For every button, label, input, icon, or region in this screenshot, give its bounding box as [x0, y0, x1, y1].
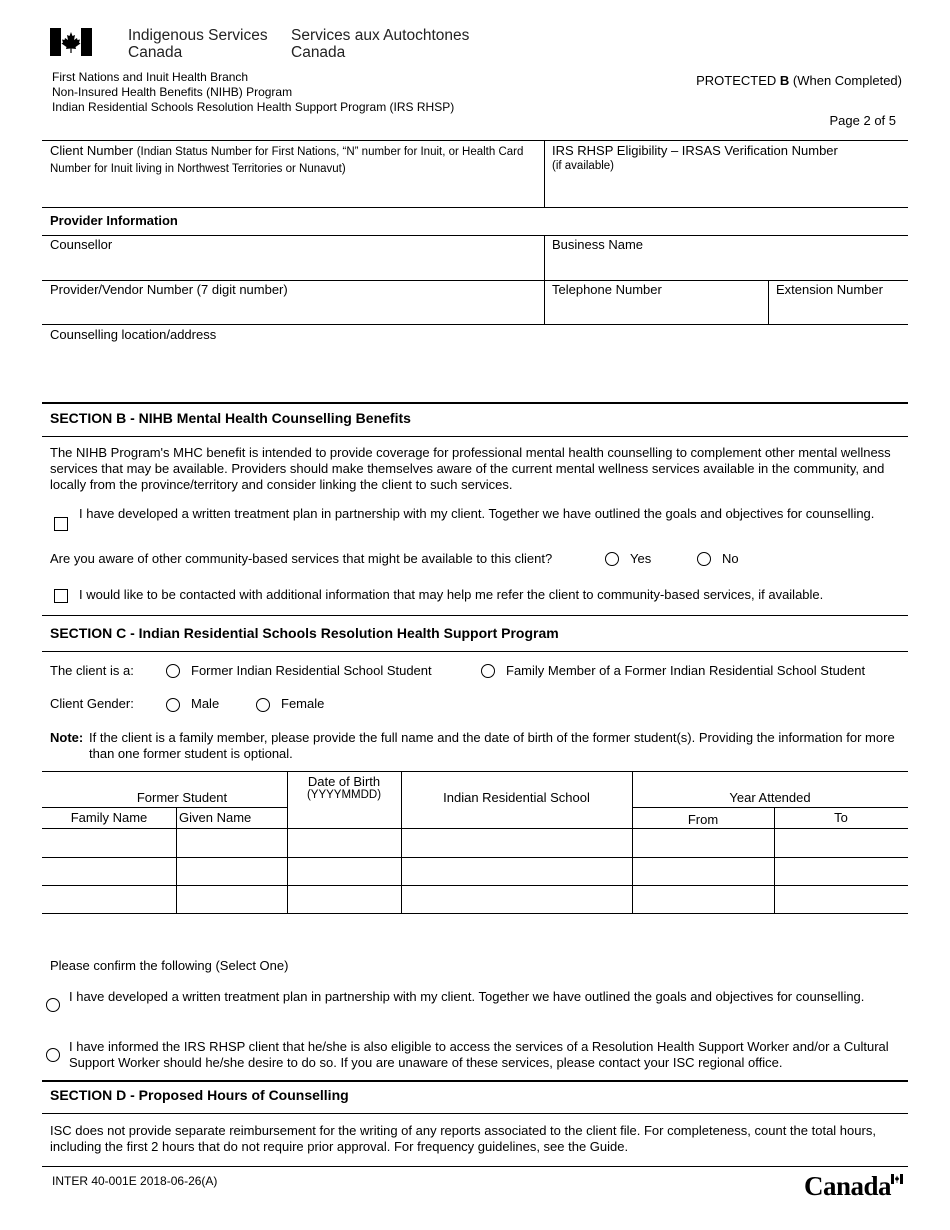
gender-label: Client Gender:: [50, 696, 134, 711]
given-name-header: Given Name: [179, 810, 252, 825]
aware-question: Are you aware of other community-based services that might be available to this client?: [50, 551, 553, 566]
aware-yes-label: Yes: [630, 551, 652, 566]
canada-wordmark-text: Canada: [804, 1171, 892, 1201]
section-d-title: SECTION D - Proposed Hours of Counselling: [50, 1087, 349, 1103]
department-name-french: Services aux Autochtones Canada: [291, 27, 470, 61]
former-student-radio[interactable]: [166, 664, 180, 678]
section-b-intro: The NIHB Program's MHC benefit is intended to provide coverage for professional mental health counselling to complement other mental wellness services that may be available. Providers should make themselves aware of the current mental wellness services available in the community, and locally from the province/territory and consider linking the client to such services.: [50, 445, 891, 492]
client-is-label: The client is a:: [50, 663, 134, 678]
form-number: INTER 40-001E 2018-06-26(A): [52, 1174, 218, 1188]
telephone-field[interactable]: Telephone Number: [552, 282, 662, 297]
section-d-text: ISC does not provide separate reimbursement for the writing of any reports associated to the client file. For completeness, count the total hours, including the first 2 hours that do not require prior approval. For frequency guidelines, see the Guide.: [50, 1123, 876, 1154]
school-header: Indian Residential School: [443, 790, 590, 805]
section-b-title: SECTION B - NIHB Mental Health Counselling Benefits: [50, 410, 411, 426]
business-name-field[interactable]: Business Name: [552, 237, 644, 252]
extension-field[interactable]: Extension Number: [776, 282, 883, 297]
aware-no-radio[interactable]: [697, 552, 711, 566]
confirm-option1-radio[interactable]: [46, 998, 60, 1012]
treatment-plan-checkbox[interactable]: [54, 517, 68, 531]
wordmark-flag-icon: [891, 1174, 903, 1184]
confirm-option2-radio[interactable]: [46, 1048, 60, 1062]
counselling-location-field[interactable]: Counselling location/address: [50, 327, 217, 342]
counsellor-field[interactable]: Counsellor: [50, 237, 113, 252]
eligibility-number-field[interactable]: IRS RHSP Eligibility – IRSAS Verification Number (if available): [552, 143, 838, 172]
former-student-label: Former Indian Residential School Student: [191, 663, 432, 678]
branch-info: First Nations and Inuit Health Branch Non-Insured Health Benefits (NIHB) Program Indian Residential Schools Resolution Health Support Program (IRS RHSP): [52, 70, 455, 114]
treatment-plan-label: I have developed a written treatment plan in partnership with my client. Together we have outlined the goals and objectives for counselling.: [79, 506, 875, 521]
aware-yes-radio[interactable]: [605, 552, 619, 566]
contact-checkbox[interactable]: [54, 589, 68, 603]
note-text: If the client is a family member, please provide the full name and the date of birth of the former student(s). Providing the information for more than one former student is optional.: [89, 730, 895, 761]
canada-wordmark: [804, 1171, 904, 1201]
female-label: Female: [281, 696, 325, 711]
family-member-label: Family Member of a Former Indian Residential School Student: [506, 663, 866, 678]
page-number: Page 2 of 5: [829, 113, 896, 128]
contact-label: I would like to be contacted with additional information that may help me refer the client to community-based services, if available.: [79, 587, 824, 602]
male-radio[interactable]: [166, 698, 180, 712]
former-student-header: Former Student: [136, 790, 228, 805]
note-label: Note:: [50, 730, 84, 745]
confirm-label: Please confirm the following (Select One): [50, 958, 289, 973]
year-attended-header: Year Attended: [729, 790, 811, 805]
confirm-option2-label: I have informed the IRS RHSP client that he/she is also eligible to access the services of a Resolution Health Support Worker and/or a Cultural Support Worker should he/she desire to do so. If you are unaware of these services, please contact your ISC regional office.: [69, 1039, 889, 1070]
client-number-field[interactable]: Client Number (Indian Status Number for First Nations, “N” number for Inuit, or Health Card Number for Inuit living in Northwest Territories or Nunavut): [50, 143, 524, 175]
canada-flag-logo: [50, 28, 92, 56]
provider-info-title: Provider Information: [50, 213, 178, 228]
male-label: Male: [191, 696, 220, 711]
from-header: From: [687, 812, 719, 827]
aware-no-label: No: [722, 551, 739, 566]
section-c-title: SECTION C - Indian Residential Schools Resolution Health Support Program: [50, 625, 559, 641]
family-name-header: Family Name: [70, 810, 148, 825]
family-member-radio[interactable]: [481, 664, 495, 678]
confirm-option1-label: I have developed a written treatment plan in partnership with my client. Together we have outlined the goals and objectives for counselling.: [69, 989, 865, 1004]
dob-header: Date of Birth (YYYYMMDD): [306, 774, 382, 801]
department-name-english: Indigenous Services Canada: [128, 27, 268, 61]
provider-number-field[interactable]: Provider/Vendor Number (7 digit number): [50, 282, 288, 297]
female-radio[interactable]: [256, 698, 270, 712]
protected-label: PROTECTED B (When Completed): [696, 73, 902, 88]
to-header: To: [834, 810, 848, 825]
